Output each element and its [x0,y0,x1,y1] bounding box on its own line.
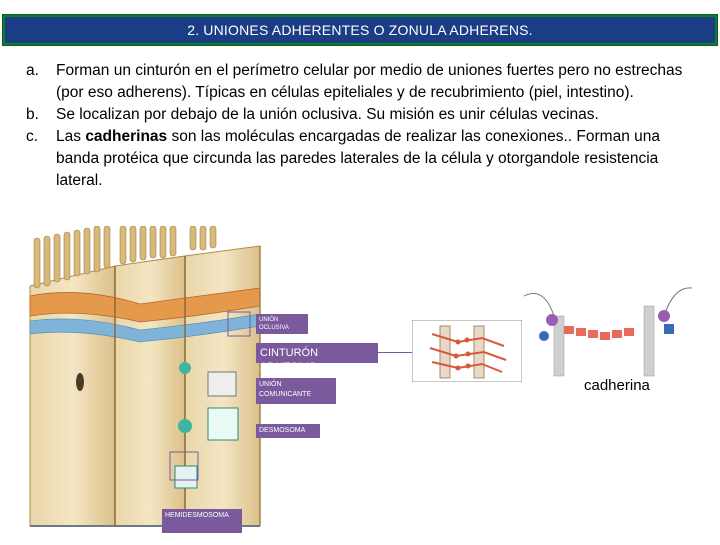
list-marker: c. [26,128,39,145]
label-union-comunicante: UNIÓN COMUNICANTE [256,378,336,404]
page-title: UNIONES ADHERENTES O ZONULA ADHERENS. [203,22,533,38]
closeup-svg [412,320,522,382]
list-item-b [24,104,704,126]
list-text: Se localizan por debajo de la unión oclusiva. Su misión es unir células vecinas. [56,106,599,123]
list-item-c [24,126,704,192]
list-marker: b. [26,106,39,123]
title-number: 2. [187,22,200,38]
list-marker: a. [26,62,39,79]
label-desmosoma: DESMOSOMA [256,424,320,438]
list-text-after: son las moléculas encargadas de realizar las conexiones.. Forman una banda protéica que circunda las paredes laterales de la célula y otorgandole resistencia lateral. [56,128,660,189]
adhesion-belt-closeup [412,320,522,382]
cadherin-diagram [524,276,692,386]
title-banner [2,14,718,46]
epithelial-cells-illustration [20,226,270,540]
list-text-before: Las [56,128,86,145]
title-inner [5,17,715,43]
list-text: Forman un cinturón en el perímetro celular por medio de uniones fuertes pero no estrechas (por eso adherens). Típicas en células epiteliales y de recubrimiento (piel, intestino). [56,62,683,101]
label-hemidesmosoma: HEMIDESMOSOMA [162,509,242,533]
epithelium-svg [20,226,270,540]
label-union-oclusiva: UNIÓN OCLUSIVA [256,314,308,334]
list-text-bold: cadherinas [85,128,168,145]
cadherina-caption: cadherina [584,377,650,394]
list-item-a [24,60,704,104]
content-list [24,60,704,192]
label-cinturon-adhesivo: CINTURÓN ADHESIVO [256,343,378,363]
cadherin-svg [524,276,692,386]
connector-line [378,352,412,353]
